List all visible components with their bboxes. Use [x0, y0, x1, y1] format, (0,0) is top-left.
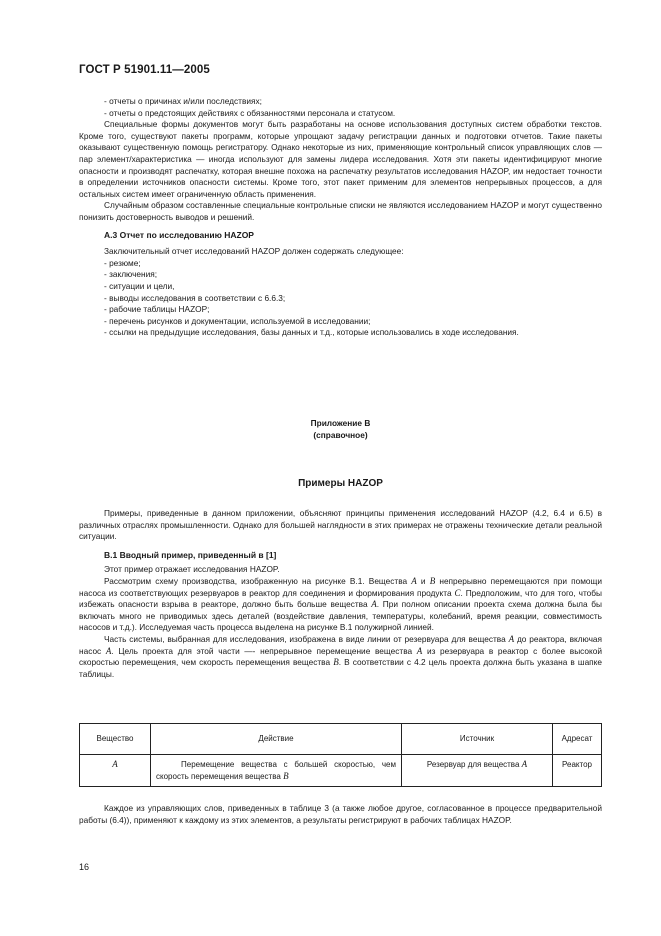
table-header-row: [80, 724, 602, 755]
table-cell: Резервуар для вещества А: [402, 755, 553, 787]
table-row: [80, 755, 602, 787]
table-cell: Реактор: [553, 755, 602, 787]
section-b1-title: В.1 Вводный пример, приведенный в [1]: [104, 549, 277, 560]
list-item: - рабочие таблицы HAZOP;: [104, 304, 210, 315]
section-a3-title: А.3 Отчет по исследованию HAZOP: [104, 229, 254, 240]
list-item: - отчеты о причинах и/или последствиях;: [104, 96, 262, 106]
appendix-body: [79, 508, 602, 680]
list-item: - ссылки на предыдущие исследования, базы данных и т.д., которые использовались в ходе исследования.: [104, 327, 519, 338]
table-header: Источник: [402, 724, 553, 755]
hazop-table-wrap: [79, 723, 602, 787]
list-item: - выводы исследования в соответствии с 6.6.3;: [104, 292, 286, 303]
paragraph: Этот пример отражает исследования HAZOP.: [104, 564, 280, 575]
paragraph: Случайным образом составленные специальные контрольные списки не являются исследованием HAZOP и могут существенно понизить достоверность выводов и решений.: [79, 200, 602, 222]
list-item: - заключения;: [104, 269, 158, 280]
paragraph-b1-purpose: Часть системы, выбранная для исследования, изображена в виде линии от резервуара для вещества А до реактора, включая насос А. Цель проекта для этой части —- непрерывное перемещение вещества А из резервуара в реактор с более высокой скоростью перемещения, чем скорость перемещения вещества В. В соответствии с 4.2 цель проекта должна быть указана в шапке таблицы.: [79, 633, 603, 679]
closing-paragraph: Каждое из управляющих слов, приведенных в таблице 3 (а также любое другое, согласованное в процессе предварительной работы (6.4)), применяют к каждому из этих элементов, а результаты регистрируют в рабочих таблицах HAZOP.: [79, 803, 602, 825]
appendix-title: Приложение В: [310, 418, 371, 428]
list-item: - перечень рисунков и документации, используемой в исследовании;: [104, 315, 371, 326]
list-item: - ситуации и цели,: [104, 280, 175, 291]
table-header: Адресат: [553, 724, 602, 755]
list-item: - резюме;: [104, 257, 141, 268]
section-a3-lead: Заключительный отчет исследований HAZOP должен содержать следующее:: [104, 246, 404, 257]
table-header: Вещество: [80, 724, 151, 755]
closing-block: [79, 803, 602, 826]
table-header: Действие: [151, 724, 402, 755]
document-code: ГОСТ Р 51901.11—2005: [79, 64, 210, 76]
table-cell: А: [80, 755, 151, 787]
appendix-heading: Примеры HAZOP: [298, 478, 383, 489]
appendix-title-block: [79, 418, 602, 441]
paragraph-b1-scheme: Рассмотрим схему производства, изображенную на рисунке В.1. Вещества А и В непрерывно перемещаются при помощи насоса из соответствующих резервуаров в реактор для соединения и формирования продукта С. Предположим, что для того, чтобы избежать опасности взрыва в реакторе, должно быть больше вещества А. При полном описании проекта схема должна была бы включать много не приводимых здесь деталей (воздействие давления, температуры, колебаний, время реакции, совместимость насосов и т.д.). Исследуемая часть процесса выделена на рисунке В.1 полужирной линией.: [79, 575, 603, 633]
paragraph: Специальные формы документов могут быть разработаны на основе использования доступных систем обработки текстов. Кроме того, существуют пакеты программ, которые упрощают задачу регистрации данных и подготовки отчетов. Такие пакеты оказывают существенную помощь регистратору. Однако некоторые из них, применяющие контрольный список управляющих слов — пар элемент/характеристика — иногда используют для замены лидера исследования. Хотя эти пакеты идентифицируют многие опасности и производят распечатку, которая внешне похожа на распечатку результатов исследования HAZOP, им недостает точности в определении источников опасности системы. Кроме того, этот пакет применим для элементов непрерывных процессов, а для остальных систем имеет ограниченную область применения.: [79, 119, 602, 199]
list-item: - отчеты о предстоящих действиях с обязанностями персонала и статусом.: [104, 107, 396, 118]
hazop-table: [79, 723, 602, 787]
appendix-subtitle: (справочное): [313, 429, 368, 440]
appendix-intro: Примеры, приведенные в данном приложении, объясняют принципы применения исследований HAZOP (4.2, 6.4 и 6.5) в различных отраслях промышленности. Однако для большей наглядности в этих примерах не отражены технические детали реальной ситуации.: [79, 508, 602, 542]
table-cell: Перемещение вещества с большей скоростью, чем скорость перемещения вещества В: [151, 755, 402, 787]
page-number: 16: [79, 862, 90, 872]
top-section: [79, 96, 602, 339]
